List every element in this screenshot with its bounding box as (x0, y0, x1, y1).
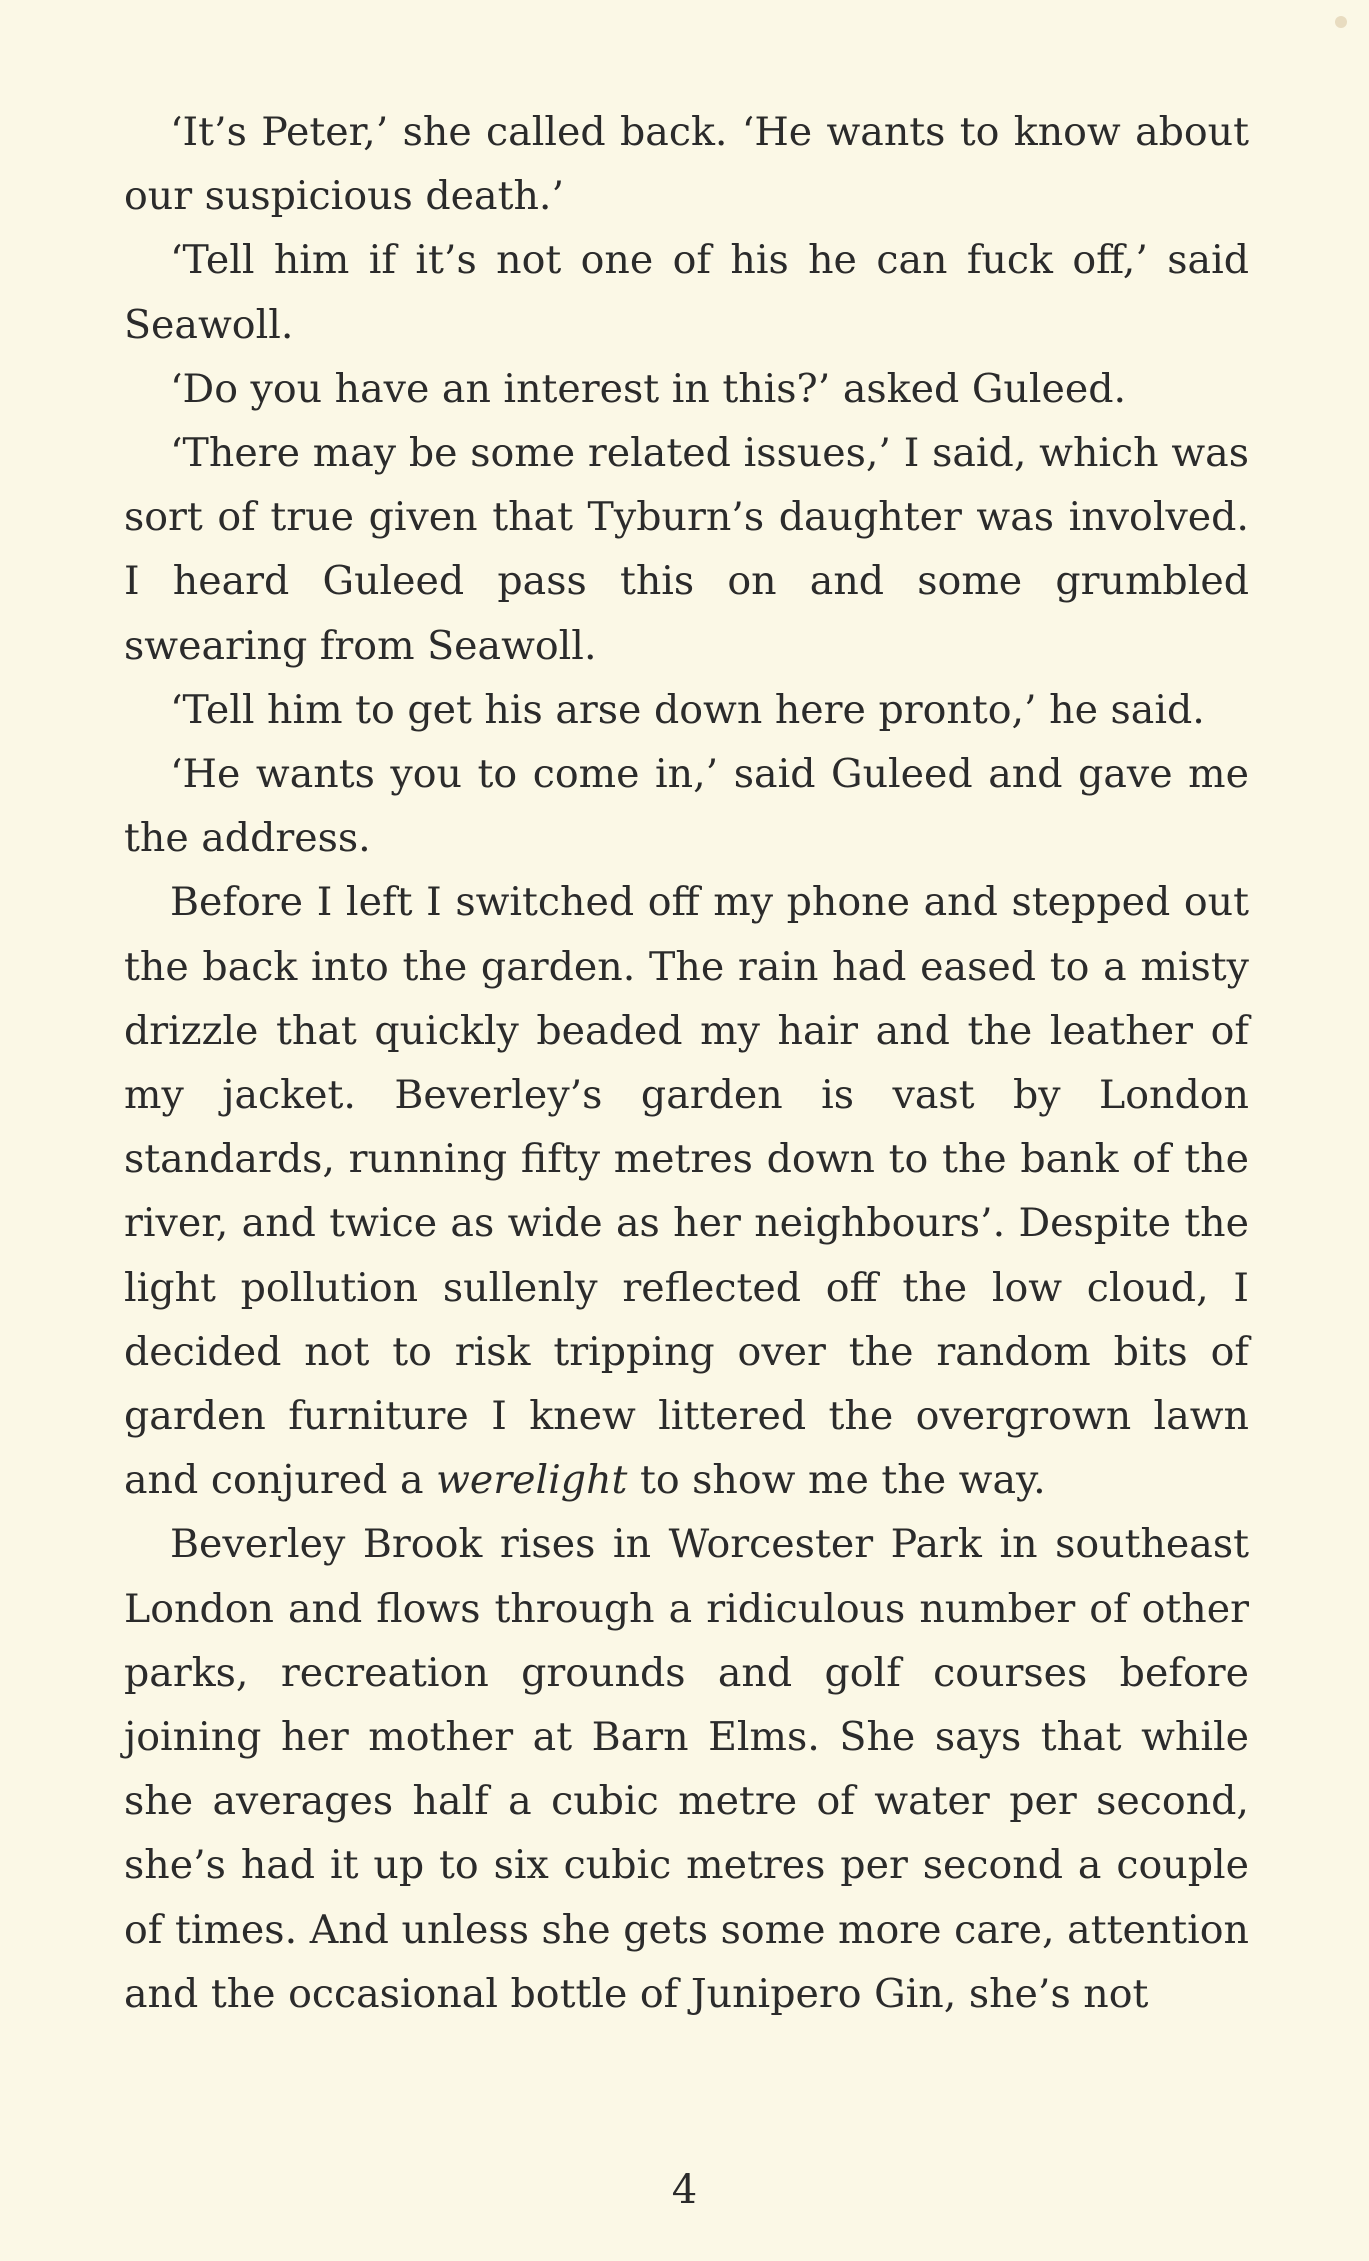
paragraph-6: ‘He wants you to come in,’ said Guleed and gave me the address. (124, 751, 1249, 862)
paper-mark (1335, 16, 1347, 28)
paragraph-3: ‘Do you have an interest in this?’ asked Guleed. (170, 365, 1127, 412)
paragraph-7 (124, 870, 1249, 1512)
page-number: 4 (671, 2167, 698, 2213)
paragraph-7-text-b: to show me the way. (627, 1457, 1046, 1504)
paragraph-8: Beverley Brook rises in Worcester Park in southeast London and flows through a ridiculous number of other parks, recreation grounds and golf courses before joining her mother at Barn Elms. She says that while she averages half a cubic metre of water per second, she’s had it up to six cubic metres per second a couple of times. And unless she gets some more care, attention and the occasional bottle of Junipero Gin, she’s not (124, 1521, 1249, 2017)
paragraph-2: ‘Tell him if it’s not one of his he can fuck off,’ said Seawoll. (124, 237, 1249, 348)
paragraph-7-italic: werelight (436, 1457, 628, 1504)
body-text (124, 100, 1249, 2026)
paragraph-7-text-a: Before I left I switched off my phone and stepped out the back into the garden. The rain had eased to a misty drizzle that quickly beaded my hair and the leather of my jacket. Beverley’s garden is vast by London standards, running fifty metres down to the bank of the river, and twice as wide as her neighbours’. Despite the light pollution sullenly reflected off the low cloud, I decided not to risk tripping over the random bits of garden furniture I knew littered the overgrown lawn and conjured a (124, 879, 1249, 1504)
paragraph-1: ‘It’s Peter,’ she called back. ‘He wants to know about our suspicious death.’ (124, 109, 1249, 220)
paragraph-5: ‘Tell him to get his arse down here pronto,’ he said. (170, 686, 1205, 733)
paragraph-4: ‘There may be some related issues,’ I said, which was sort of true given that Tyburn’s daughter was involved. I heard Guleed pass this on and some grumbled swearing from Seawoll. (124, 430, 1249, 669)
